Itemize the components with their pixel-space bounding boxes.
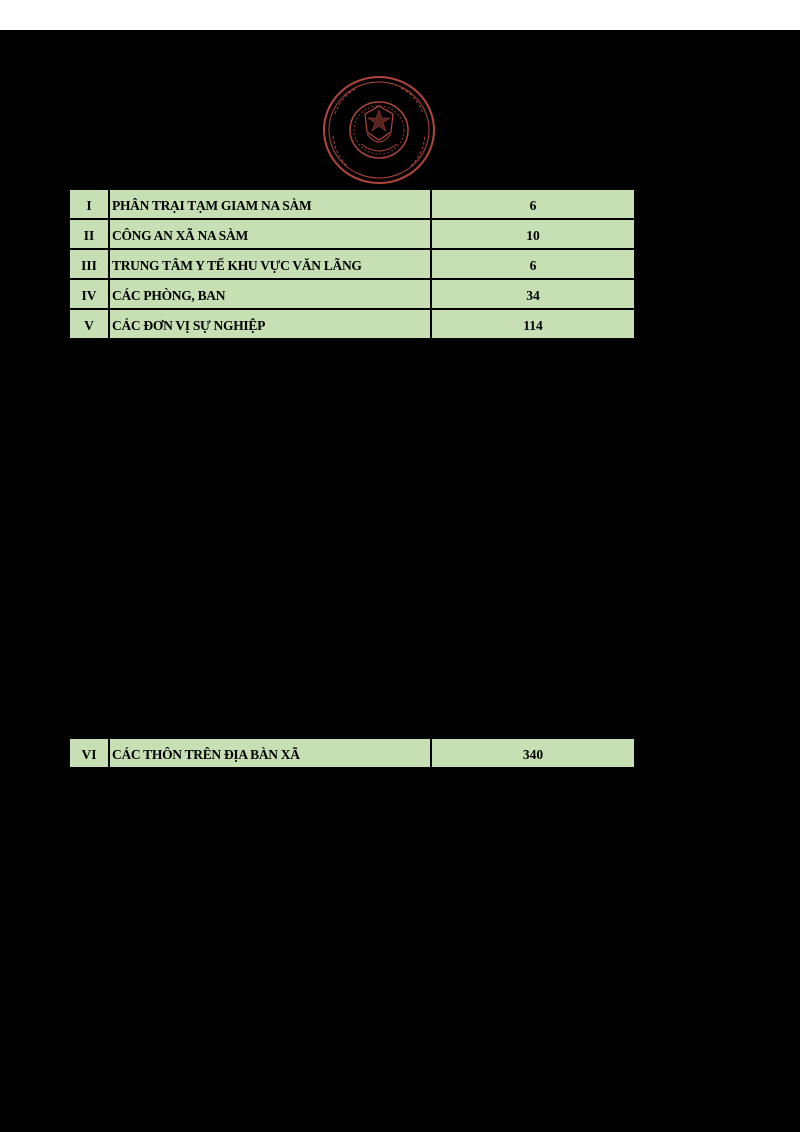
row-index: I: [69, 190, 109, 219]
row-unit-name: CÔNG AN XÃ NA SÀM: [109, 219, 431, 249]
row-index: V: [69, 309, 109, 339]
row-unit-name: TRUNG TÂM Y TẾ KHU VỰC VĂN LÃNG: [109, 249, 431, 279]
units-table: [68, 190, 636, 340]
row-index: IV: [69, 279, 109, 309]
row-value: 340: [431, 739, 635, 768]
table-row: [69, 279, 635, 309]
table-row: [69, 219, 635, 249]
official-seal-stamp: [321, 74, 437, 186]
row-index: III: [69, 249, 109, 279]
villages-table: [68, 739, 636, 769]
row-value: 6: [431, 190, 635, 219]
row-unit-name: CÁC PHÒNG, BAN: [109, 279, 431, 309]
row-unit-name: CÁC ĐƠN VỊ SỰ NGHIỆP: [109, 309, 431, 339]
table-row: [69, 309, 635, 339]
row-value: 10: [431, 219, 635, 249]
table-row: [69, 190, 635, 219]
row-index: VI: [69, 739, 109, 768]
table-row: [69, 739, 635, 768]
row-value: 6: [431, 249, 635, 279]
row-unit-name: PHÂN TRẠI TẠM GIAM NA SÀM: [109, 190, 431, 219]
top-margin-strip: [0, 0, 800, 30]
row-index: II: [69, 219, 109, 249]
table-row: [69, 249, 635, 279]
row-value: 114: [431, 309, 635, 339]
row-unit-name: CÁC THÔN TRÊN ĐỊA BÀN XÃ: [109, 739, 431, 768]
seal-emblem-icon: [321, 74, 437, 186]
row-value: 34: [431, 279, 635, 309]
